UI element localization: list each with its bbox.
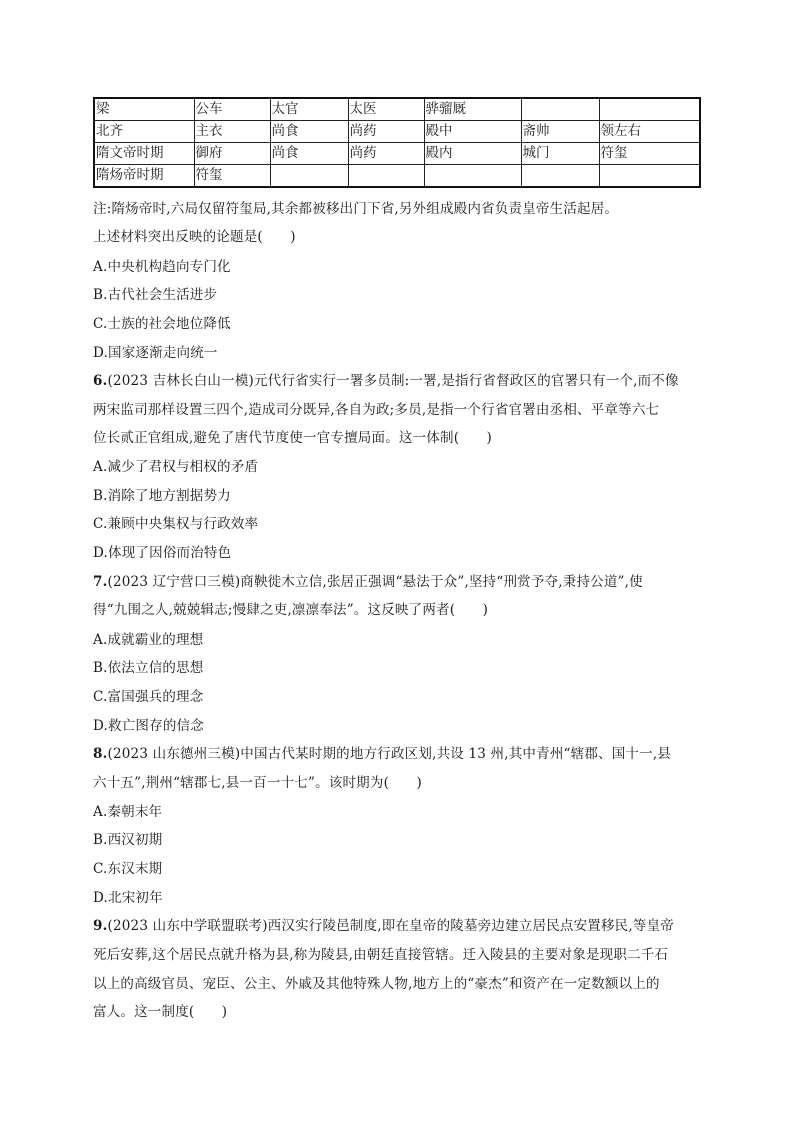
table-cell: 主衣 <box>194 121 270 143</box>
table-cell: 符玺 <box>599 143 700 165</box>
table-cell: 尚食 <box>270 143 348 165</box>
table-cell: 隋文帝时期 <box>94 143 194 165</box>
table-cell <box>521 165 599 188</box>
table-cell: 太官 <box>270 98 348 121</box>
q5-option-b: B.古代社会生活进步 <box>93 287 218 303</box>
table-cell <box>348 165 424 188</box>
table-cell: 领左右 <box>599 121 700 143</box>
q7-number: 7. <box>93 574 108 590</box>
table-row <box>94 98 700 121</box>
offices-table <box>93 97 701 188</box>
q9-line-3: 以上的高级官员、宠臣、公主、外戚及其他特殊人物,地方上的“豪杰”和资产在一定数额以上的 <box>93 976 660 992</box>
table-cell: 斋帅 <box>521 121 599 143</box>
q7-option-c: C.富国强兵的理念 <box>93 689 204 705</box>
table-cell: 太医 <box>348 98 424 121</box>
table-cell: 北齐 <box>94 121 194 143</box>
q6-option-c: C.兼顾中央集权与行政效率 <box>93 516 259 532</box>
table-cell: 城门 <box>521 143 599 165</box>
q7-option-d: D.救亡图存的信念 <box>93 718 204 734</box>
table-cell <box>521 98 599 121</box>
table-cell: 符玺 <box>194 165 270 188</box>
table-row <box>94 165 700 188</box>
table-cell <box>424 165 521 188</box>
q5-stem: 上述材料突出反映的论题是( ) <box>93 229 296 245</box>
q5-option-d: D.国家逐渐走向统一 <box>93 345 218 361</box>
q8-option-b: B.西汉初期 <box>93 832 163 848</box>
table-cell: 御府 <box>194 143 270 165</box>
table-cell: 梁 <box>94 98 194 121</box>
q6-option-a: A.减少了君权与相权的矛盾 <box>93 459 259 475</box>
q9-text: (2023 山东中学联盟联考)西汉实行陵邑制度,即在皇帝的陵墓旁边建立居民点安置移民,等皇帝 <box>107 918 674 934</box>
q8-option-c: C.东汉末期 <box>93 861 163 877</box>
q7-text: (2023 辽宁营口三模)商鞅徙木立信,张居正强调“悬法于众”,坚持“刑赏予夺,秉持公道”,使 <box>107 574 643 590</box>
q9-line-2: 死后安葬,这个居民点就升格为县,称为陵县,由朝廷直接管辖。迁入陵县的主要对象是现职二千石 <box>93 947 669 963</box>
table-cell: 尚药 <box>348 121 424 143</box>
table-cell: 尚药 <box>348 143 424 165</box>
table-cell: 隋炀帝时期 <box>94 165 194 188</box>
table-note: 注:隋炀帝时,六局仅留符玺局,其余都被移出门下省,另外组成殿内省负责皇帝生活起居。 <box>93 201 619 217</box>
q8-text: (2023 山东德州三模)中国古代某时期的地方行政区划,共设 13 州,其中青州“辖郡、国十一,县 <box>107 746 672 762</box>
table-cell: 殿中 <box>424 121 521 143</box>
q7-option-b: B.依法立信的思想 <box>93 660 204 676</box>
q6-line-2: 两宋监司那样设置三四个,造成司分既异,各自为政;多员,是指一个行省官署由丞相、平章等六七 <box>93 402 660 418</box>
q9-line-4: 富人。这一制度( ) <box>93 1004 228 1020</box>
q6-line-1 <box>93 371 679 391</box>
q8-line-1 <box>93 744 671 764</box>
q6-option-b: B.消除了地方割据势力 <box>93 488 231 504</box>
table-cell <box>599 98 700 121</box>
q8-option-a: A.秦朝末年 <box>93 804 163 820</box>
q6-number: 6. <box>93 373 108 389</box>
table-cell: 尚食 <box>270 121 348 143</box>
table-row <box>94 121 700 143</box>
q6-line-3: 位长贰正官组成,避免了唐代节度使一官专擅局面。这一体制( ) <box>93 430 493 446</box>
q5-option-c: C.士族的社会地位降低 <box>93 316 231 332</box>
table-row <box>94 143 700 165</box>
q5-option-a: A.中央机构趋向专门化 <box>93 259 231 275</box>
q8-option-d: D.北宋初年 <box>93 890 163 906</box>
q6-text: (2023 吉林长白山一模)元代行省实行一署多员制:一署,是指行省督政区的官署只有一个,而不像 <box>107 373 679 389</box>
q9-number: 9. <box>93 918 108 934</box>
q8-number: 8. <box>93 746 108 762</box>
q7-line-1 <box>93 572 643 592</box>
table-cell: 公车 <box>194 98 270 121</box>
table-cell <box>599 165 700 188</box>
q6-option-d: D.体现了因俗而治特色 <box>93 545 232 561</box>
table-cell: 殿内 <box>424 143 521 165</box>
table-cell <box>270 165 348 188</box>
q9-line-1 <box>93 916 674 936</box>
q8-line-2: 六十五”,荆州“辖郡七,县一百一十七”。该时期为( ) <box>93 775 422 791</box>
q7-option-a: A.成就霸业的理想 <box>93 632 204 648</box>
q7-line-2: 得“九围之人,兢兢辑志;慢肆之吏,凛凛奉法”。这反映了两者( ) <box>93 602 489 618</box>
table-cell: 骅骝厩 <box>424 98 521 121</box>
